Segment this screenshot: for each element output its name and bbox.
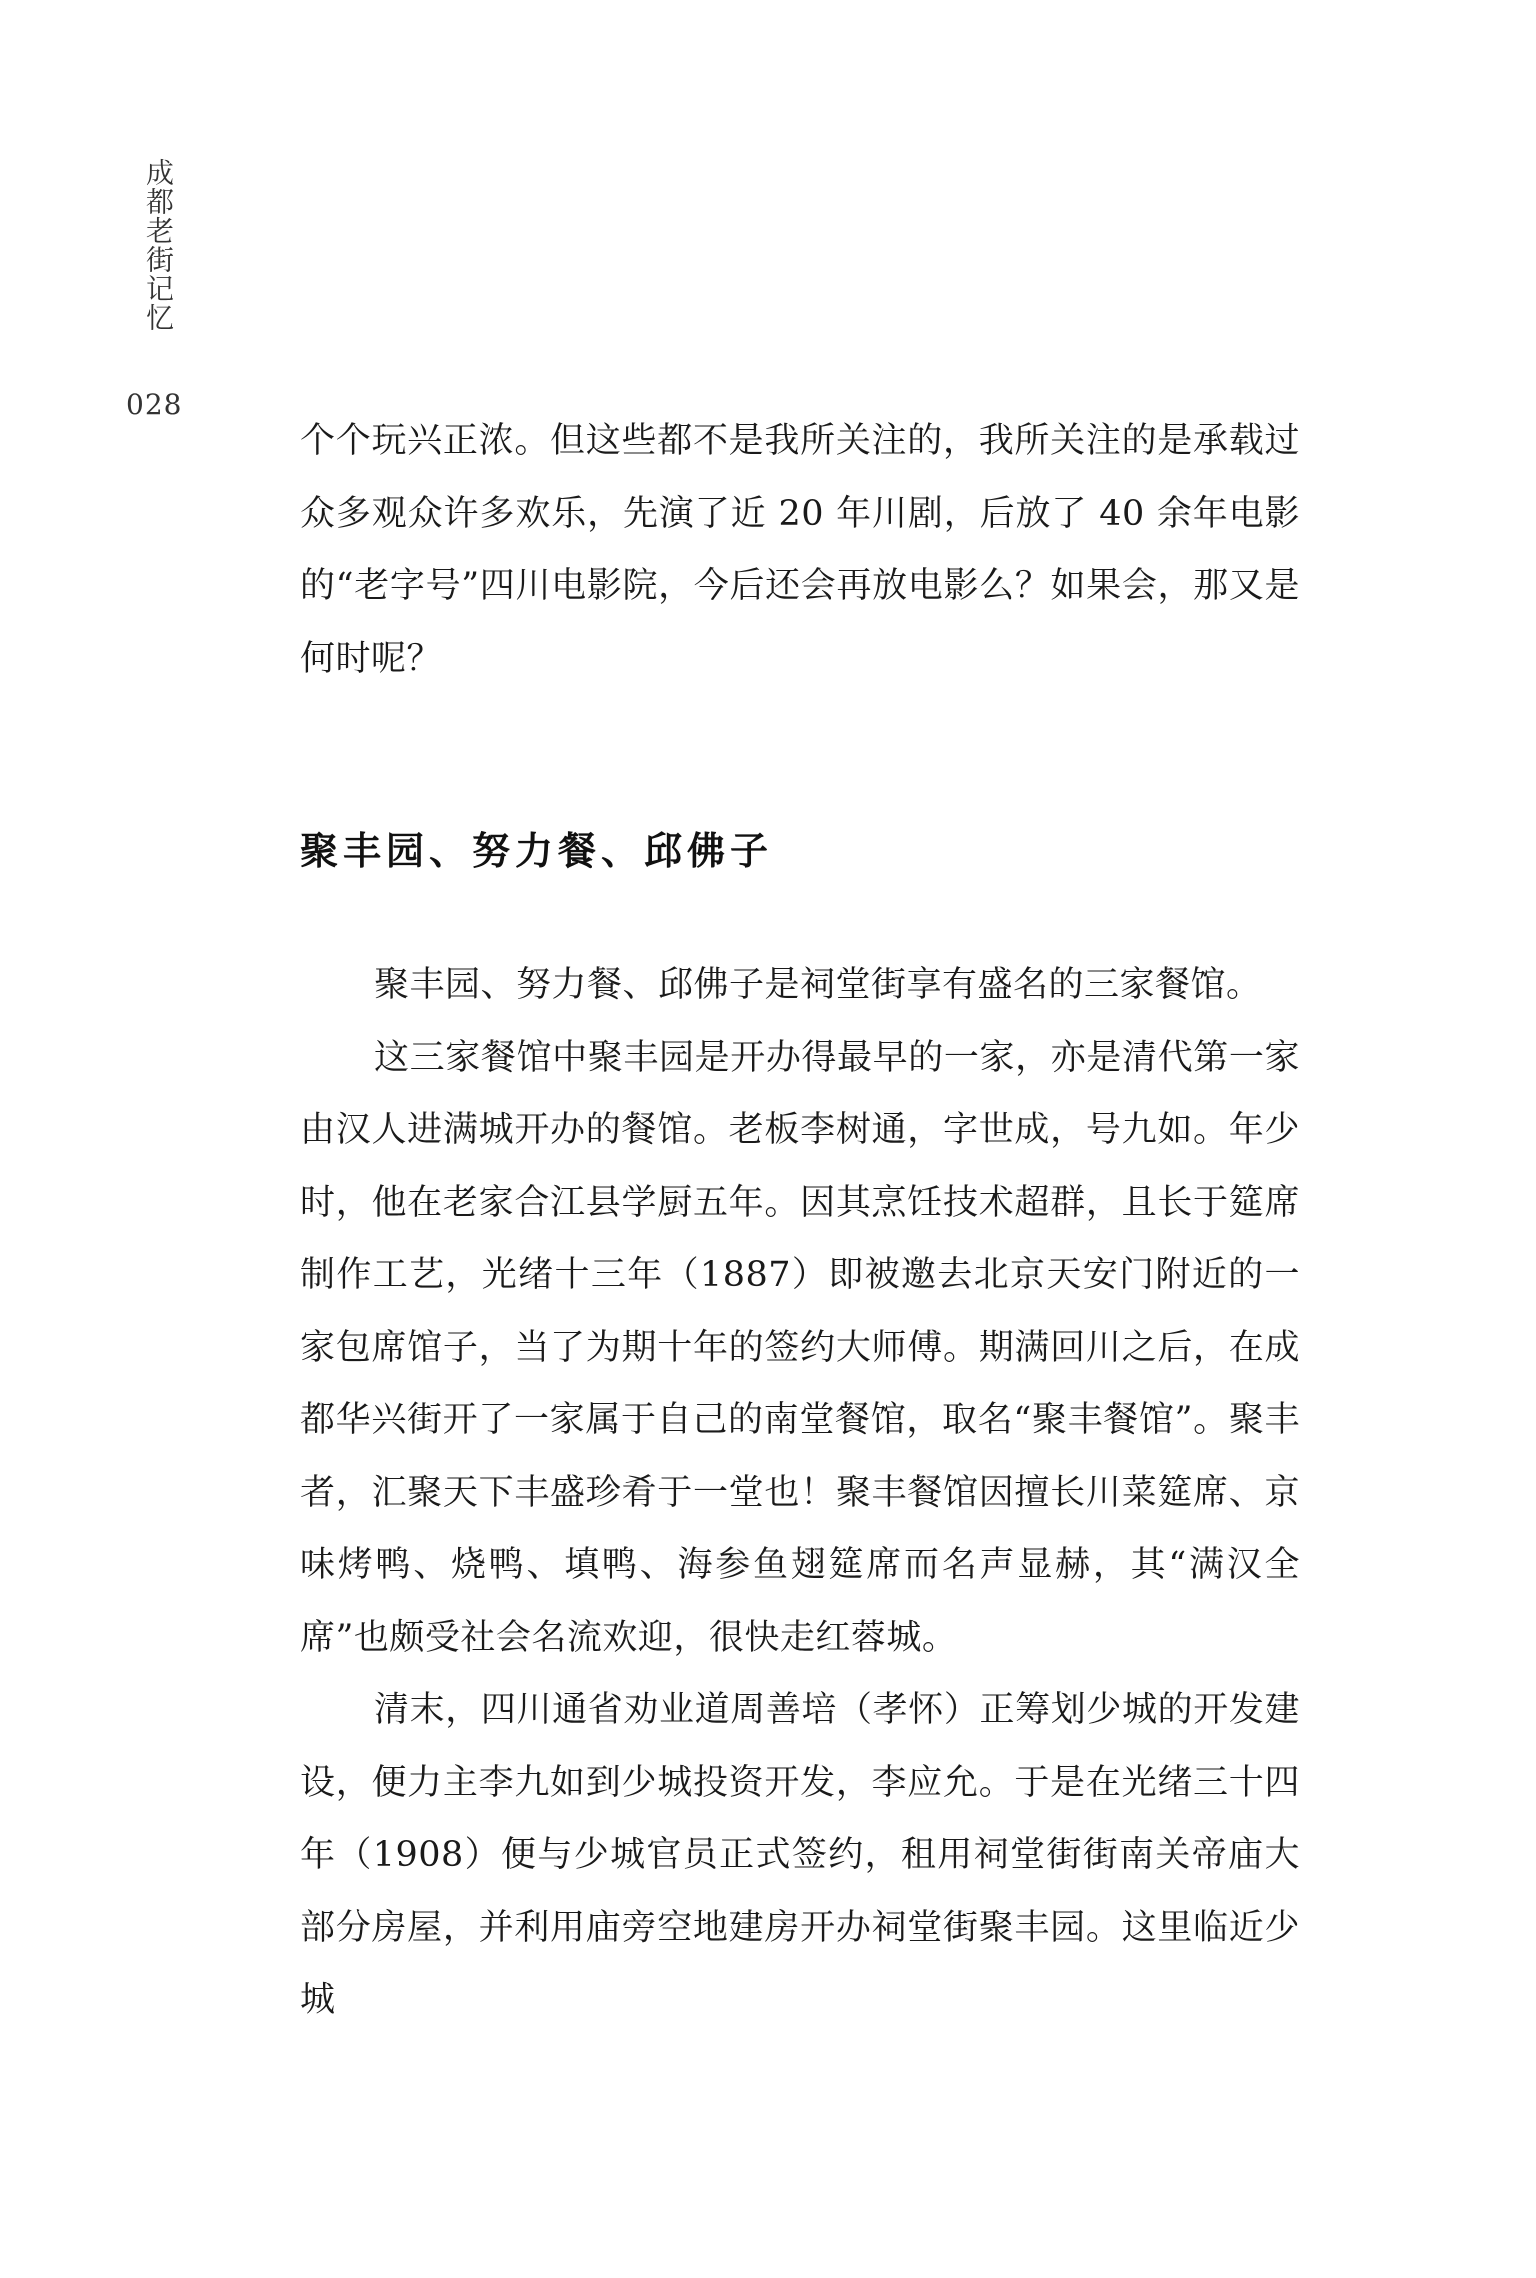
section-body: [300, 949, 1300, 2037]
page-number: 028: [126, 388, 183, 421]
running-title: 成都老街记忆: [142, 158, 175, 332]
section-heading: 聚丰园、努力餐、邱佛子: [300, 829, 774, 873]
section-paragraph: 清末，四川通省劝业道周善培（孝怀）正筹划少城的开发建设，便力主李九如到少城投资开发，李应允。于是在光绪三十四年（1908）便与少城官员正式签约，租用祠堂街街南关帝庙大部分房屋，并利用庙旁空地建房开办祠堂街聚丰园。这里临近少城: [300, 1690, 1300, 2020]
opening-paragraph: 个个玩兴正浓。但这些都不是我所关注的，我所关注的是承载过众多观众许多欢乐，先演了近 20 年川剧，后放了 40 余年电影的“老字号”四川电影院，今后还会再放电影么？如果会，那又是何时呢？: [300, 421, 1300, 679]
section-paragraph: 这三家餐馆中聚丰园是开办得最早的一家，亦是清代第一家由汉人进满城开办的餐馆。老板李树通，字世成，号九如。年少时，他在老家合江县学厨五年。因其烹饪技术超群，且长于筵席制作工艺，光绪十三年（1887）即被邀去北京天安门附近的一家包席馆子，当了为期十年的签约大师傅。期满回川之后，在成都华兴街开了一家属于自己的南堂餐馆，取名“聚丰餐馆”。聚丰者，汇聚天下丰盛珍肴于一堂也！聚丰餐馆因擅长川菜筵席、京味烤鸭、烧鸭、填鸭、海参鱼翅筵席而名声显赫，其“满汉全席”也颇受社会名流欢迎，很快走红蓉城。: [300, 1037, 1300, 1658]
section-paragraph: 聚丰园、努力餐、邱佛子是祠堂街享有盛名的三家餐馆。: [374, 965, 1262, 1005]
opening-text: [300, 405, 1300, 695]
